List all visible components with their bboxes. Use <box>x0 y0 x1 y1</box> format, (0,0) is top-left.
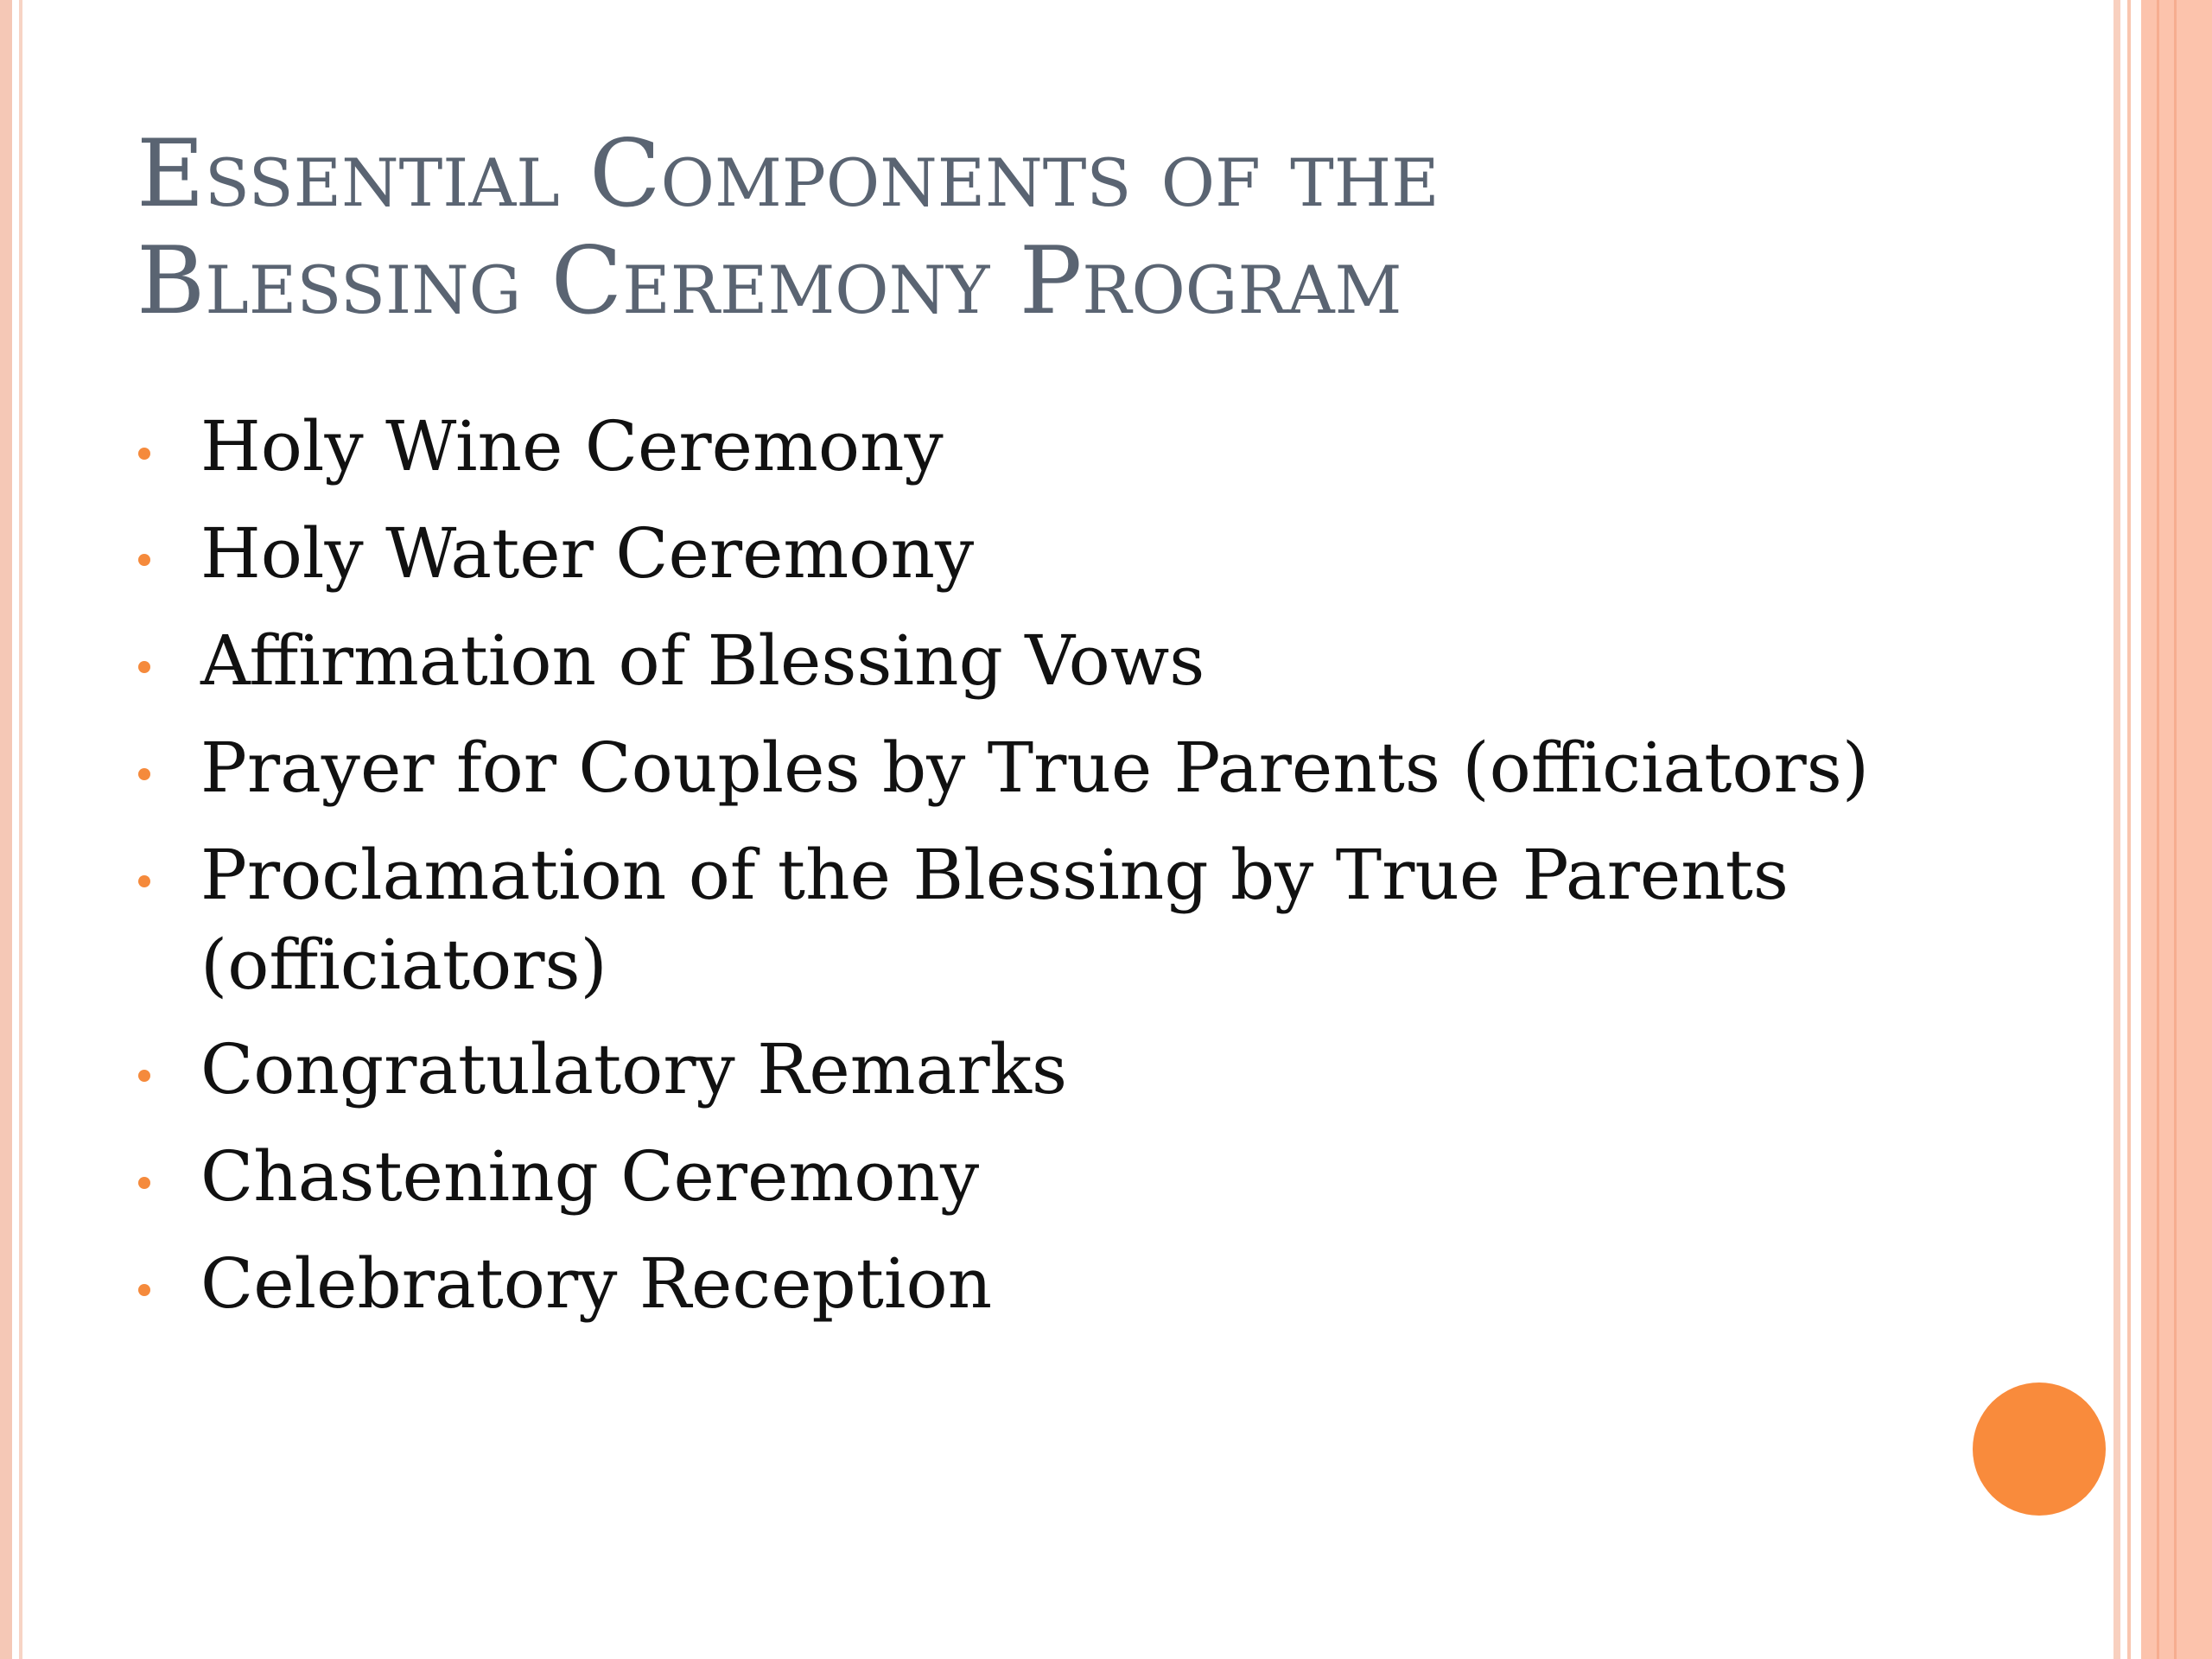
list-item: Prayer for Couples by True Parents (officiators) <box>200 728 1870 808</box>
list-item-continuation: (officiators) <box>200 925 607 1005</box>
list-item: Congratulatory Remarks <box>200 1029 1068 1109</box>
bullet-dot <box>138 448 150 460</box>
list-item: Celebratory Reception <box>200 1243 993 1324</box>
decorative-circle <box>1973 1382 2106 1516</box>
bullet-dot <box>138 875 150 887</box>
bullet-dot <box>138 768 150 780</box>
slide-title-line-2: Blessing Ceremony Program <box>137 227 1402 335</box>
right-border-band <box>2141 0 2212 1659</box>
list-item: Holy Water Ceremony <box>200 513 975 594</box>
bullet-dot <box>138 661 150 673</box>
list-item: Proclamation of the Blessing by True Parents <box>200 835 1789 915</box>
bullet-dot <box>138 1070 150 1082</box>
right-border-stripe <box>2113 0 2120 1659</box>
list-item: Holy Wine Ceremony <box>200 406 944 486</box>
right-band-line <box>2174 0 2177 1659</box>
right-band-line <box>2157 0 2159 1659</box>
right-border-stripe-thin <box>2127 0 2131 1659</box>
list-item: Chastening Ceremony <box>200 1136 980 1217</box>
slide-title-line-1: Essential Components of the <box>137 120 1440 228</box>
bullet-dot <box>138 1284 150 1296</box>
list-item: Affirmation of Blessing Vows <box>200 620 1205 701</box>
bullet-dot <box>138 554 150 566</box>
bullet-dot <box>138 1177 150 1189</box>
